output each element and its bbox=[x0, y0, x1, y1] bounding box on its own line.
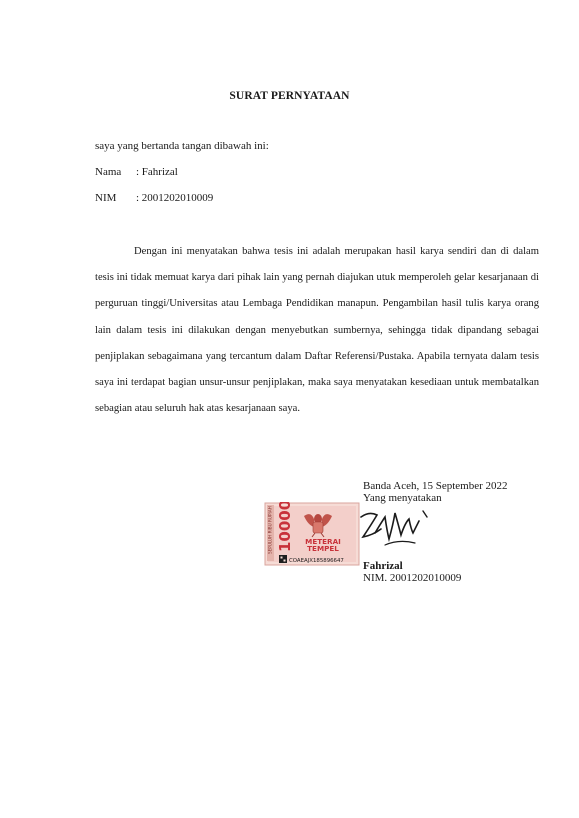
stamp-serial: COAEAJX185896647 bbox=[289, 558, 344, 564]
name-value: : Fahrizal bbox=[136, 166, 178, 178]
place-date: Banda Aceh, 15 September 2022 bbox=[363, 480, 508, 492]
stamp-value: 10000 bbox=[276, 502, 294, 552]
signer-nim: NIM. 2001202010009 bbox=[363, 572, 462, 584]
name-label: Nama bbox=[95, 166, 122, 178]
revenue-stamp bbox=[264, 502, 360, 566]
handwritten-signature bbox=[355, 503, 435, 553]
signature-graphic bbox=[355, 503, 435, 553]
stamp-qr-icon bbox=[279, 555, 287, 563]
nim-value: : 2001202010009 bbox=[136, 192, 214, 204]
intro-text: saya yang bertanda tangan dibawah ini: bbox=[95, 140, 269, 152]
statement-paragraph-block bbox=[95, 239, 539, 422]
document-title: SURAT PERNYATAAN bbox=[229, 90, 350, 102]
nim-label: NIM bbox=[95, 192, 117, 204]
stamp-side-text: SEPULUH RIBU RUPIAH bbox=[267, 506, 273, 554]
declarant-label: Yang menyatakan bbox=[363, 492, 442, 504]
signer-name: Fahrizal bbox=[363, 560, 403, 572]
revenue-stamp-graphic bbox=[264, 502, 360, 566]
stamp-line1: METERAI bbox=[305, 537, 341, 546]
statement-paragraph: Dengan ini menyatakan bahwa tesis ini adalah merupakan hasil karya sendiri dan di dalam tesis ini tidak memuat karya dari pihak lain yang pernah diajukan utuk memperoleh gelar kesarjanaan di perguruan tinggi/Universitas atau Lembaga Pendidikan manapun. Pengambilan hasil tulis karya orang lain dalam tesis ini dilakukan dengan menyebutkan sumbernya, sehingga tidak dipandang sebagai penjiplakan sebagaimana yang tercantum dalam Daftar Referensi/Pustaka. Apabila ternyata dalam tesis saya ini terdapat bagian unsur-unsur penjiplakan, maka saya menyatakan kesediaan untuk membatalkan sebagian atau seluruh hak atas kesarjanaan saya. bbox=[95, 246, 539, 415]
stamp-line2: TEMPEL bbox=[307, 544, 339, 553]
